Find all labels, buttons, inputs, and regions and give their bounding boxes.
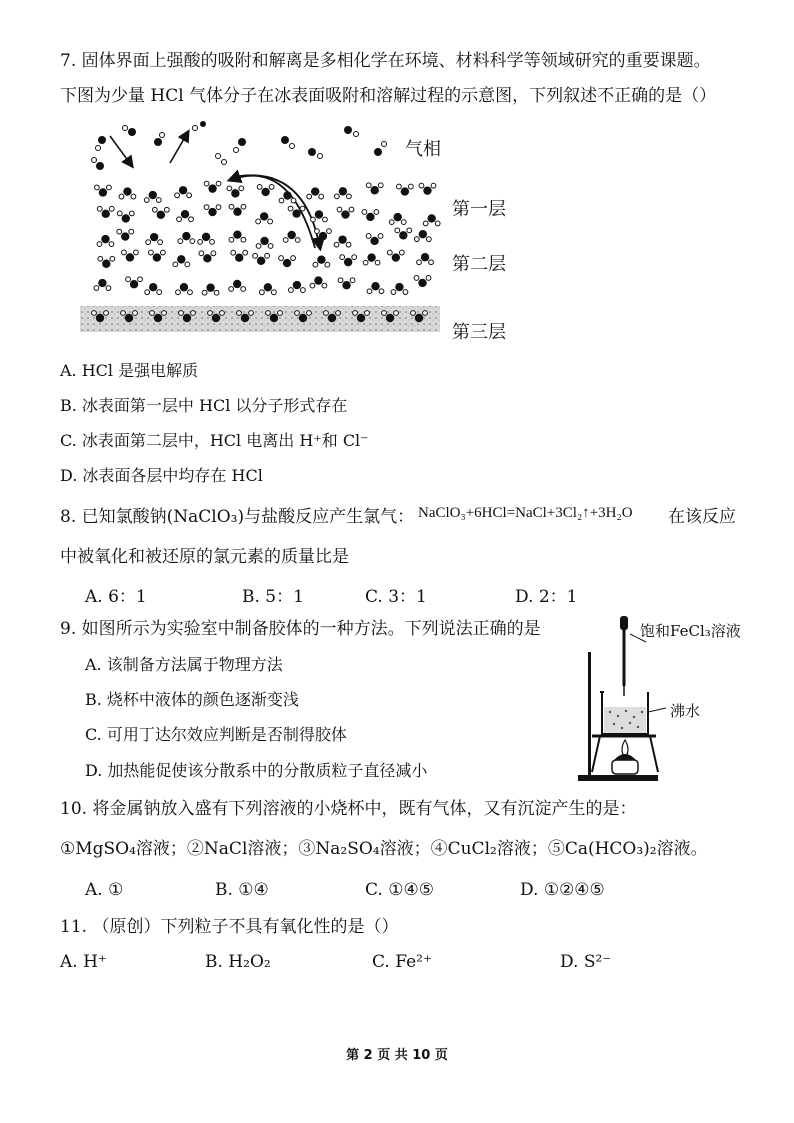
q8-stem-part2: 在该反应 [668,507,736,527]
q11-option-a: A. H⁺ [60,952,107,972]
q9-option-a: A. 该制备方法属于物理方法 [85,655,283,674]
q11-stem: 11. （原创）下列粒子不具有氧化性的是（） [60,917,399,937]
q7-stem-line1: 7. 固体界面上强酸的吸附和解离是多相化学在环境、材料科学等领域研究的重要课题。 [60,51,711,71]
q7-option-a: A. HCl 是强电解质 [60,361,199,380]
q8-option-d: D. 2：1 [515,587,578,607]
q10-stem: 10. 将金属钠放入盛有下列溶液的小烧杯中，既有气体，又有沉淀产生的是： [60,799,637,819]
q8-stem-line2: 中被氧化和被还原的氯元素的质量比是 [60,547,349,567]
q8-option-c: C. 3：1 [365,587,427,607]
q7-option-b: B. 冰表面第一层中 HCl 以分子形式存在 [60,396,348,415]
q9-option-c: C. 可用丁达尔效应判断是否制得胶体 [85,725,347,744]
q7-label-gas-phase: 气相 [405,139,441,160]
q9-stem: 9. 如图所示为实验室中制备胶体的一种方法。下列说法正确的是 [60,619,541,639]
page-footer: 第 2 页 共 10 页 [346,1048,448,1063]
q7-label-layer2: 第二层 [452,254,506,275]
q7-label-layer1: 第一层 [452,199,506,220]
q9-label-boiling-water: 沸水 [670,702,701,720]
q8-stem-part1: 8. 已知氯酸钠(NaClO₃)与盐酸反应产生氯气： [60,507,415,527]
q7-stem-line2: 下图为少量 HCl 气体分子在冰表面吸附和溶解过程的示意图，下列叙述不正确的是（） [60,86,717,106]
q10-option-a: A. ① [85,880,124,900]
q9-option-d: D. 加热能促使该分散系中的分散质粒子直径减小 [85,761,428,780]
q11-option-c: C. Fe²⁺ [372,952,432,972]
q8-option-a: A. 6：1 [85,587,147,607]
q10-option-b: B. ①④ [215,880,269,900]
q10-option-c: C. ①④⑤ [365,880,434,900]
q9-option-b: B. 烧杯中液体的颜色逐渐变浅 [85,690,299,709]
q10-option-d: D. ①②④⑤ [520,880,605,900]
q9-label-fecl3: 饱和FeCl₃溶液 [640,622,741,640]
q8-equation: NaClO₃+6HCl=NaCl+3Cl₂↑+3H₂O [418,505,633,521]
q10-solutions: ①MgSO₄溶液；②NaCl溶液；③Na₂SO₄溶液；④CuCl₂溶液；⑤Ca(HCO₃)₂溶液。 [60,839,708,859]
q7-label-layer3: 第三层 [452,322,506,343]
q7-option-c: C. 冰表面第二层中，HCl 电离出 H⁺和 Cl⁻ [60,431,369,450]
q11-option-b: B. H₂O₂ [205,952,271,972]
q7-ice-surface-figure [80,118,450,343]
q11-option-d: D. S²⁻ [560,952,612,972]
q8-option-b: B. 5：1 [242,587,304,607]
q7-option-d: D. 冰表面各层中均存在 HCl [60,466,263,485]
